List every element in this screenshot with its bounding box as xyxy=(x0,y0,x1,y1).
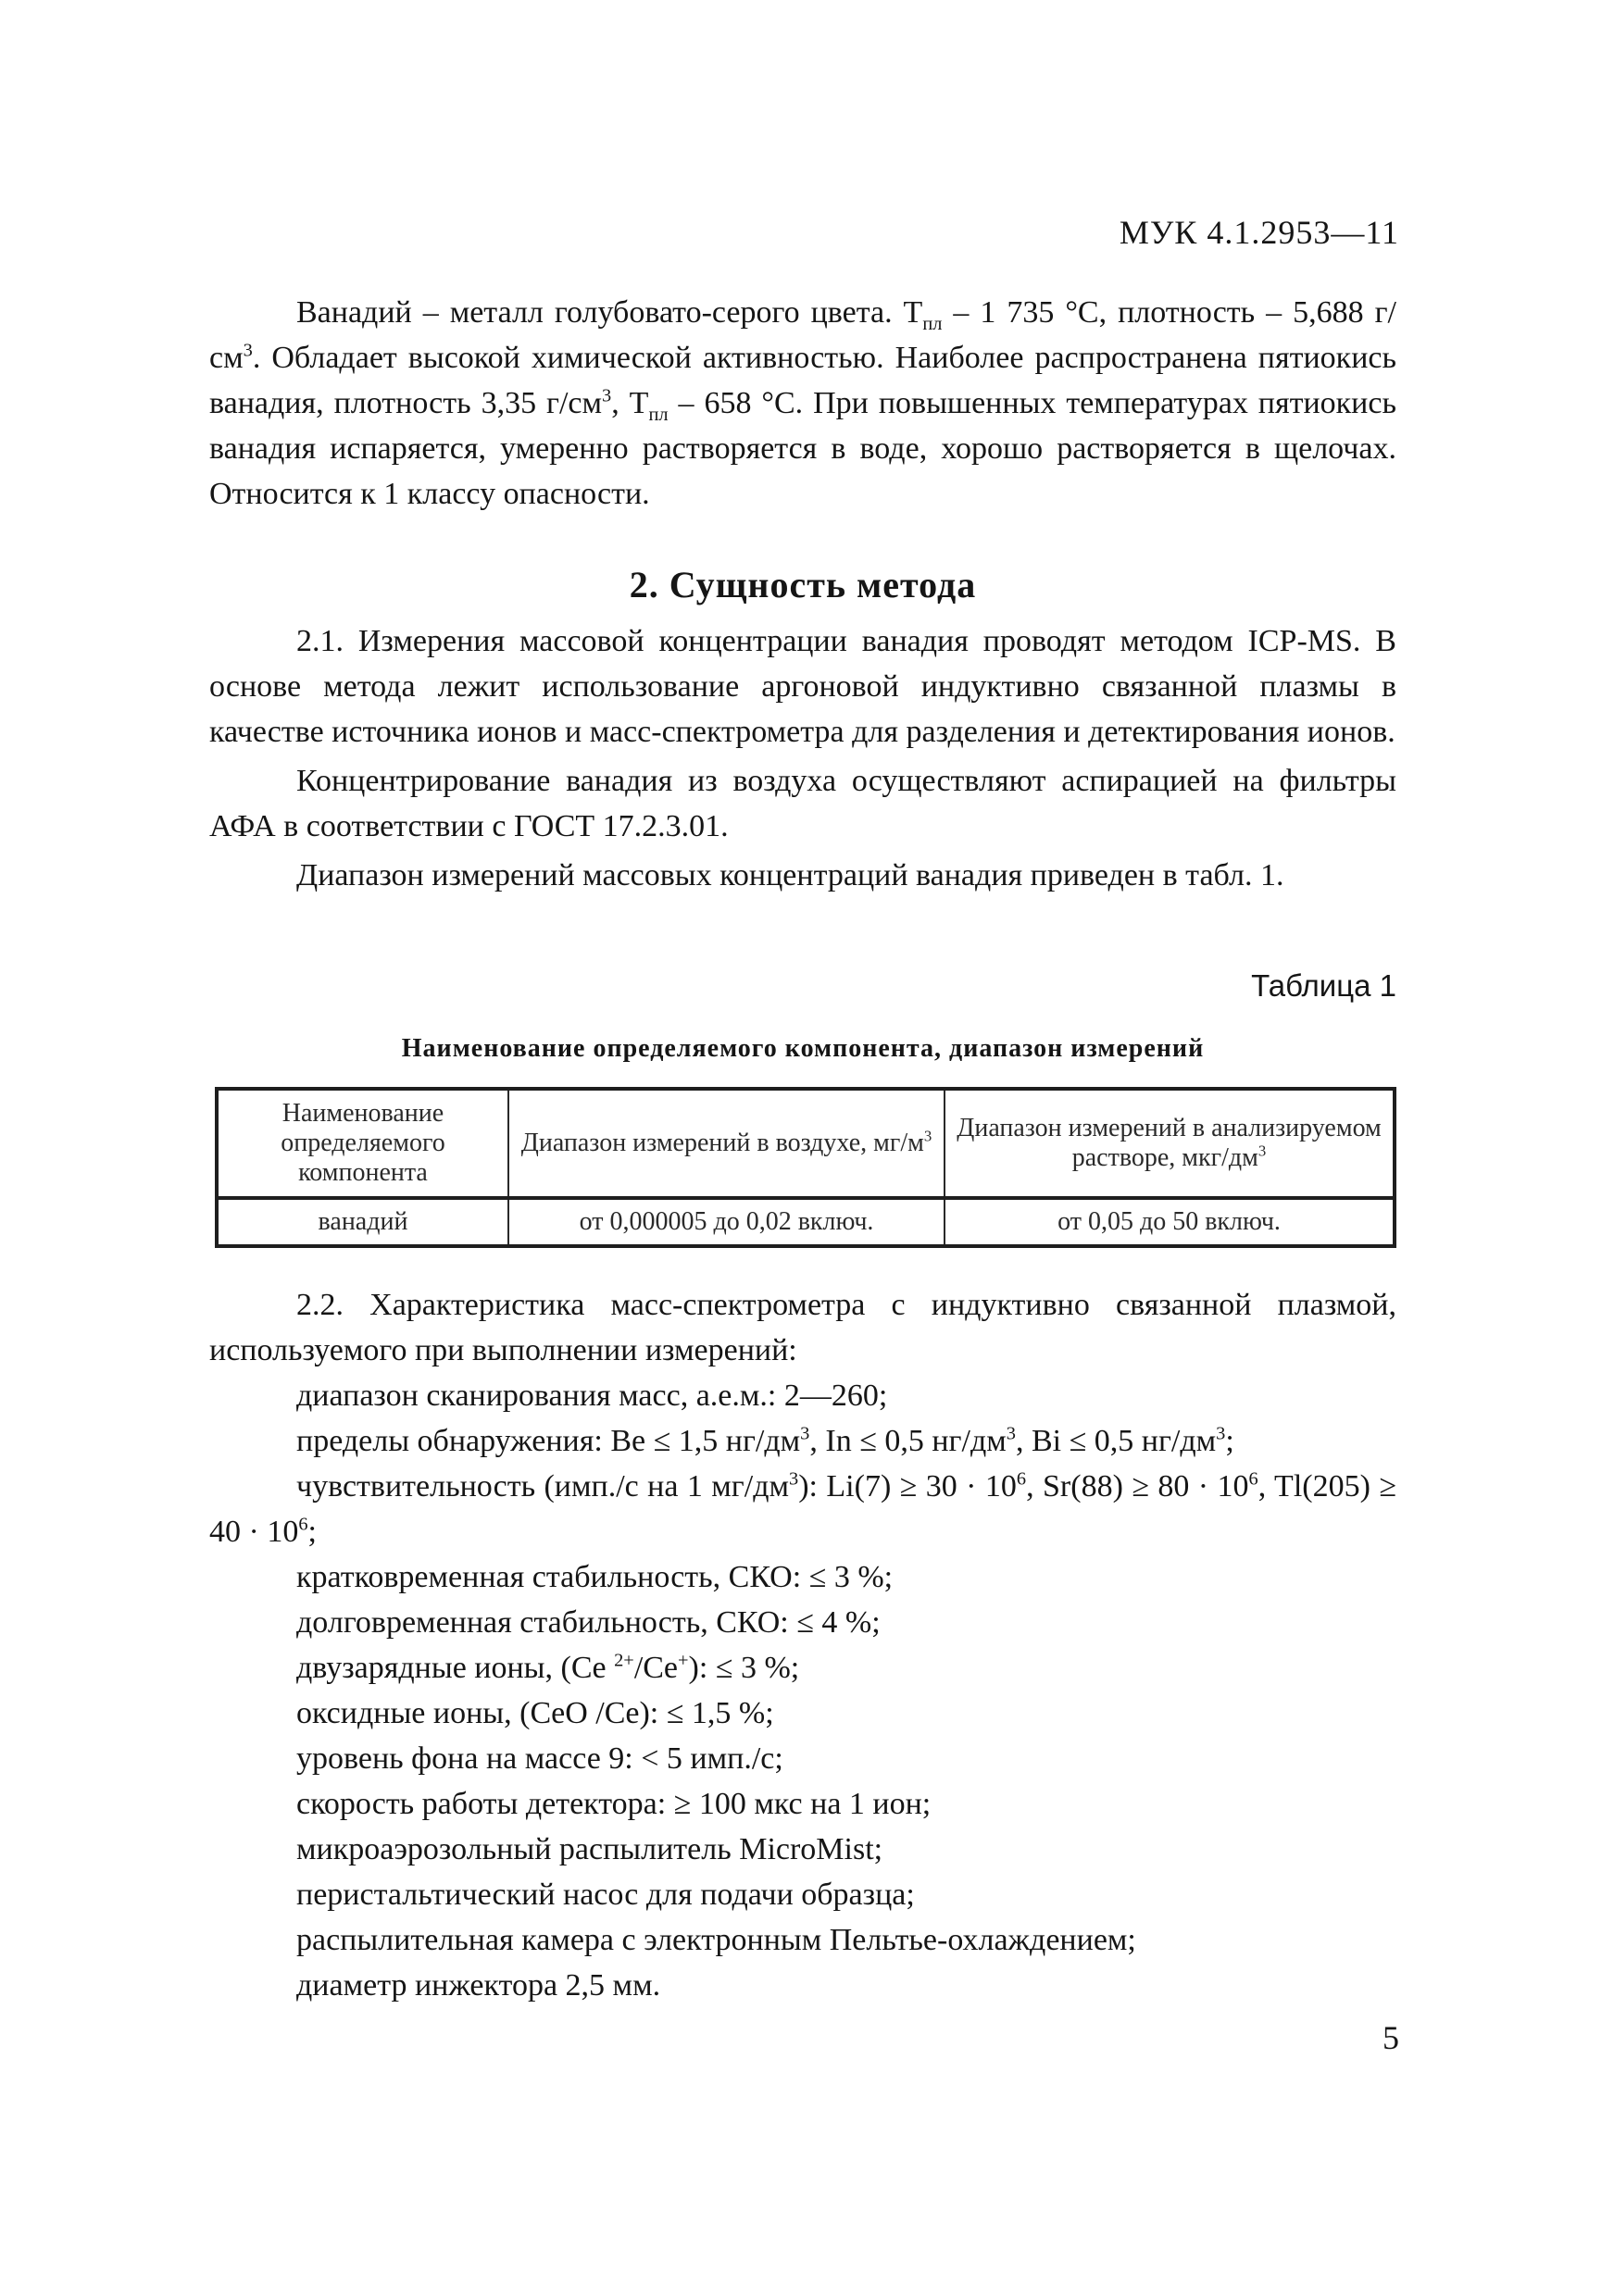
list-item: диапазон сканирования масс, а.е.м.: 2—260; xyxy=(296,1379,888,1413)
paragraph-2-1: 2.1. Измерения массовой концентрации ванадия проводят методом ICP-MS. В основе метода лежит использование аргоновой индуктивно связанной плазмы в качестве источника ионов и масс-спектрометра для разделения и детектирования ионов. xyxy=(209,624,1396,749)
paragraph-2-2: 2.2. Характеристика масс-спектрометра с индуктивно связанной плазмой, используемого при выполнении измерений: xyxy=(209,1288,1396,1367)
document-code: МУК 4.1.2953—11 xyxy=(1119,214,1399,251)
list-item: кратковременная стабильность, СКО: ≤ 3 %; xyxy=(296,1560,894,1594)
table-label: Таблица 1 xyxy=(1251,968,1396,1003)
list-item: диаметр инжектора 2,5 мм. xyxy=(296,1968,661,2003)
section-title: 2. Сущность метода xyxy=(629,564,977,605)
header-air-range: Диапазон измерений в воздухе, $мг/м^3$ xyxy=(508,1089,945,1198)
list-item: перистальтический насос для подачи образца; xyxy=(296,1878,915,1912)
list-item: скорость работы детектора: ≥ 100 мкс на 1 ион; xyxy=(296,1787,932,1821)
list-item: уровень фона на массе 9: < 5 имп./с; xyxy=(296,1741,783,1776)
section-2-body xyxy=(209,618,1396,898)
measurement-range-table xyxy=(215,1087,1396,1248)
list-item: оксидные ионы, (CeO /Ce): ≤ 1,5 %; xyxy=(296,1696,774,1730)
vanadium-description: Ванадий – металл голубовато-серого цвета. $Т_{пл} - 1$ 735 °С, плотность – 5,688 $г/см^3$. Обладает высокой химической активностью. Наиболее распространена пятиокись ванадия, плотность 3,35 $г/см^3$, $Т_{пл} - 658$ °С. При повышенных температурах пятиокись ванадия испаряется, умеренно растворяется в воде, хорошо растворяется в щелочах. Относится к 1 классу опасности. xyxy=(209,295,1396,511)
paragraph-concentration: Концентрирование ванадия из воздуха осуществляют аспирацией на фильтры АФА в соответствии с ГОСТ 17.2.3.01. xyxy=(209,764,1396,843)
table-header-row xyxy=(217,1089,1395,1198)
cell-component: ванадий xyxy=(217,1198,508,1246)
cell-air-range: от 0,000005 до 0,02 включ. xyxy=(508,1198,945,1246)
table-row xyxy=(217,1198,1395,1246)
list-item: пределы обнаружения: Be ≤ 1,5 $нг/дм^3$, In ≤ 0,5 $нг/дм^3$, Bi ≤ 0,5 $нг/дм^3$; xyxy=(296,1423,1234,1458)
header-solution-range: Диапазон измерений в анализируемом растворе, мкг/$дм^3$ xyxy=(945,1089,1395,1198)
section-2-2-body xyxy=(209,1282,1396,2008)
list-item: двузарядные ионы, (Ce $^{2+}$/Ce+): ≤ 3 %; xyxy=(296,1650,800,1685)
table-caption: Наименование определяемого компонента, диапазон измерений xyxy=(401,1034,1205,1063)
list-item: микроаэрозольный распылитель MicroMist; xyxy=(296,1832,883,1866)
intro-paragraph xyxy=(209,290,1396,517)
cell-solution-range: от 0,05 до 50 включ. xyxy=(945,1198,1395,1246)
list-item: распылительная камера с электронным Пельтье-охлаждением; xyxy=(296,1923,1136,1957)
paragraph-range-ref: Диапазон измерений массовых концентраций ванадия приведен в табл. 1. xyxy=(296,858,1284,892)
page-number: 5 xyxy=(1383,2019,1399,2056)
header-component: Наименование определяемого компонента xyxy=(217,1089,508,1198)
list-item: долговременная стабильность, СКО: ≤ 4 %; xyxy=(296,1605,881,1640)
list-item: чувствительность (имп./с на 1 $мг/дм^3$): $Li(7) \ge 30 \cdot 10^6$, $Sr(88) \ge 80 \cdot 10^6$, $Tl(205) \ge 40 \cdot 10^6$; xyxy=(209,1468,1396,1549)
